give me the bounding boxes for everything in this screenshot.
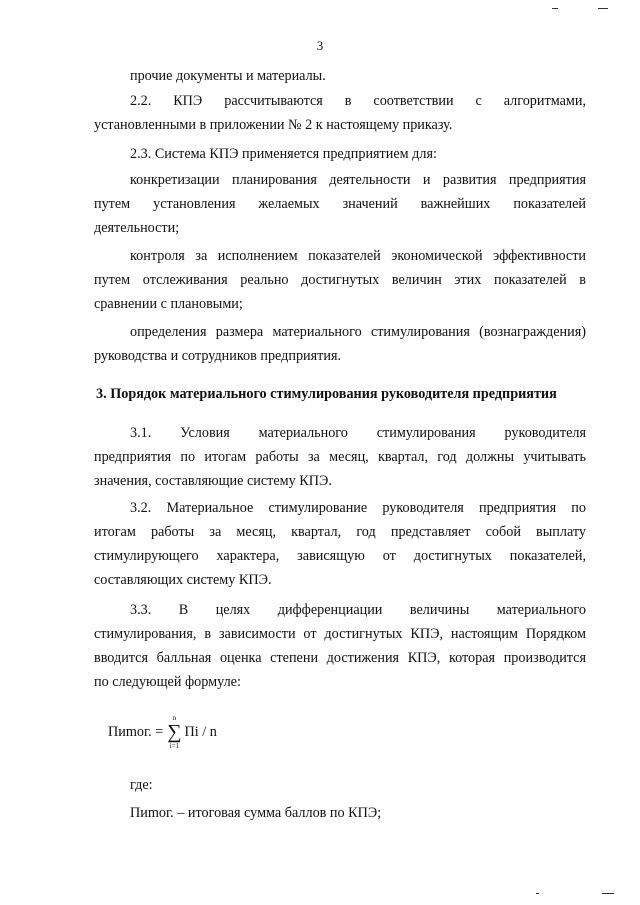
section-heading: 3. Порядок материального стимулирования руководителя предприятия	[96, 386, 557, 402]
text-line: стимулирующего характера, зависящую от достигнутых показателей,	[94, 548, 586, 564]
list-item-concretization	[94, 168, 586, 240]
sum-symbol	[167, 714, 181, 750]
sum-lower-limit: i=1	[169, 742, 180, 750]
page-number: 3	[316, 38, 324, 53]
text-line: путем отслеживания реально достигнутых величин этих показателей в	[94, 272, 586, 288]
text-line: стимулирования, в зависимости от достигнутых КПЭ, настоящим Порядком	[94, 626, 586, 642]
text-line: 2.3. Система КПЭ применяется предприятием для:	[130, 146, 437, 162]
sum-upper-limit: n	[172, 714, 177, 722]
paragraph-2-2	[94, 89, 586, 137]
text-line: 3.1. Условия материального стимулирования руководителя	[130, 425, 586, 441]
text-line: прочие документы и материалы.	[130, 68, 326, 84]
list-item-incentive	[94, 320, 586, 368]
paragraph-3-3	[94, 598, 586, 694]
text-line: 2.2. КПЭ рассчитываются в соответствии с алгоритмами,	[130, 93, 586, 109]
text-line: определения размера материального стимулирования (вознаграждения)	[130, 324, 586, 340]
text-line: составляющих систему КПЭ.	[94, 572, 272, 588]
definition-total: Пиmог. – итоговая сумма баллов по КПЭ;	[130, 805, 382, 821]
where-label: где:	[130, 777, 153, 793]
sigma-icon: ∑	[167, 721, 182, 743]
where-block	[94, 773, 586, 825]
text-line: контроля за исполнением показателей экономической эффективности	[130, 248, 586, 264]
text-line: предприятия по итогам работы за месяц, квартал, год должны учитывать	[94, 449, 586, 465]
text-line: конкретизации планирования деятельности и развития предприятия	[130, 172, 586, 188]
score-formula	[108, 714, 217, 750]
scan-mark	[598, 8, 608, 9]
scan-mark	[602, 893, 614, 894]
text-line: сравнении с плановыми;	[94, 296, 243, 312]
scan-mark	[536, 893, 539, 894]
text-line: 3.3. В целях дифференциации величины материального	[130, 602, 586, 618]
text-line: установленными в приложении № 2 к настоящему приказу.	[94, 117, 453, 133]
text-line: вводится балльная оценка степени достижения КПЭ, которая производится	[94, 650, 586, 666]
paragraph-3-1	[94, 421, 586, 493]
text-line: путем установления желаемых значений важнейших показателей	[94, 196, 586, 212]
formula-rhs: Пi / n	[184, 723, 217, 740]
scan-mark	[552, 8, 558, 9]
paragraph-2-3	[94, 142, 586, 166]
text-line: итогам работы за месяц, квартал, год представляет собой выплату	[94, 524, 586, 540]
paragraph-3-2	[94, 496, 586, 592]
text-line: значения, составляющие систему КПЭ.	[94, 473, 332, 489]
formula-lhs: Пиmог. =	[108, 723, 164, 740]
text-line: деятельности;	[94, 220, 180, 236]
text-line: руководства и сотрудников предприятия.	[94, 348, 342, 364]
paragraph-continuation	[94, 64, 586, 88]
list-item-control	[94, 244, 586, 316]
text-line: по следующей формуле:	[94, 674, 241, 690]
text-line: 3.2. Материальное стимулирование руководителя предприятия по	[130, 500, 586, 516]
